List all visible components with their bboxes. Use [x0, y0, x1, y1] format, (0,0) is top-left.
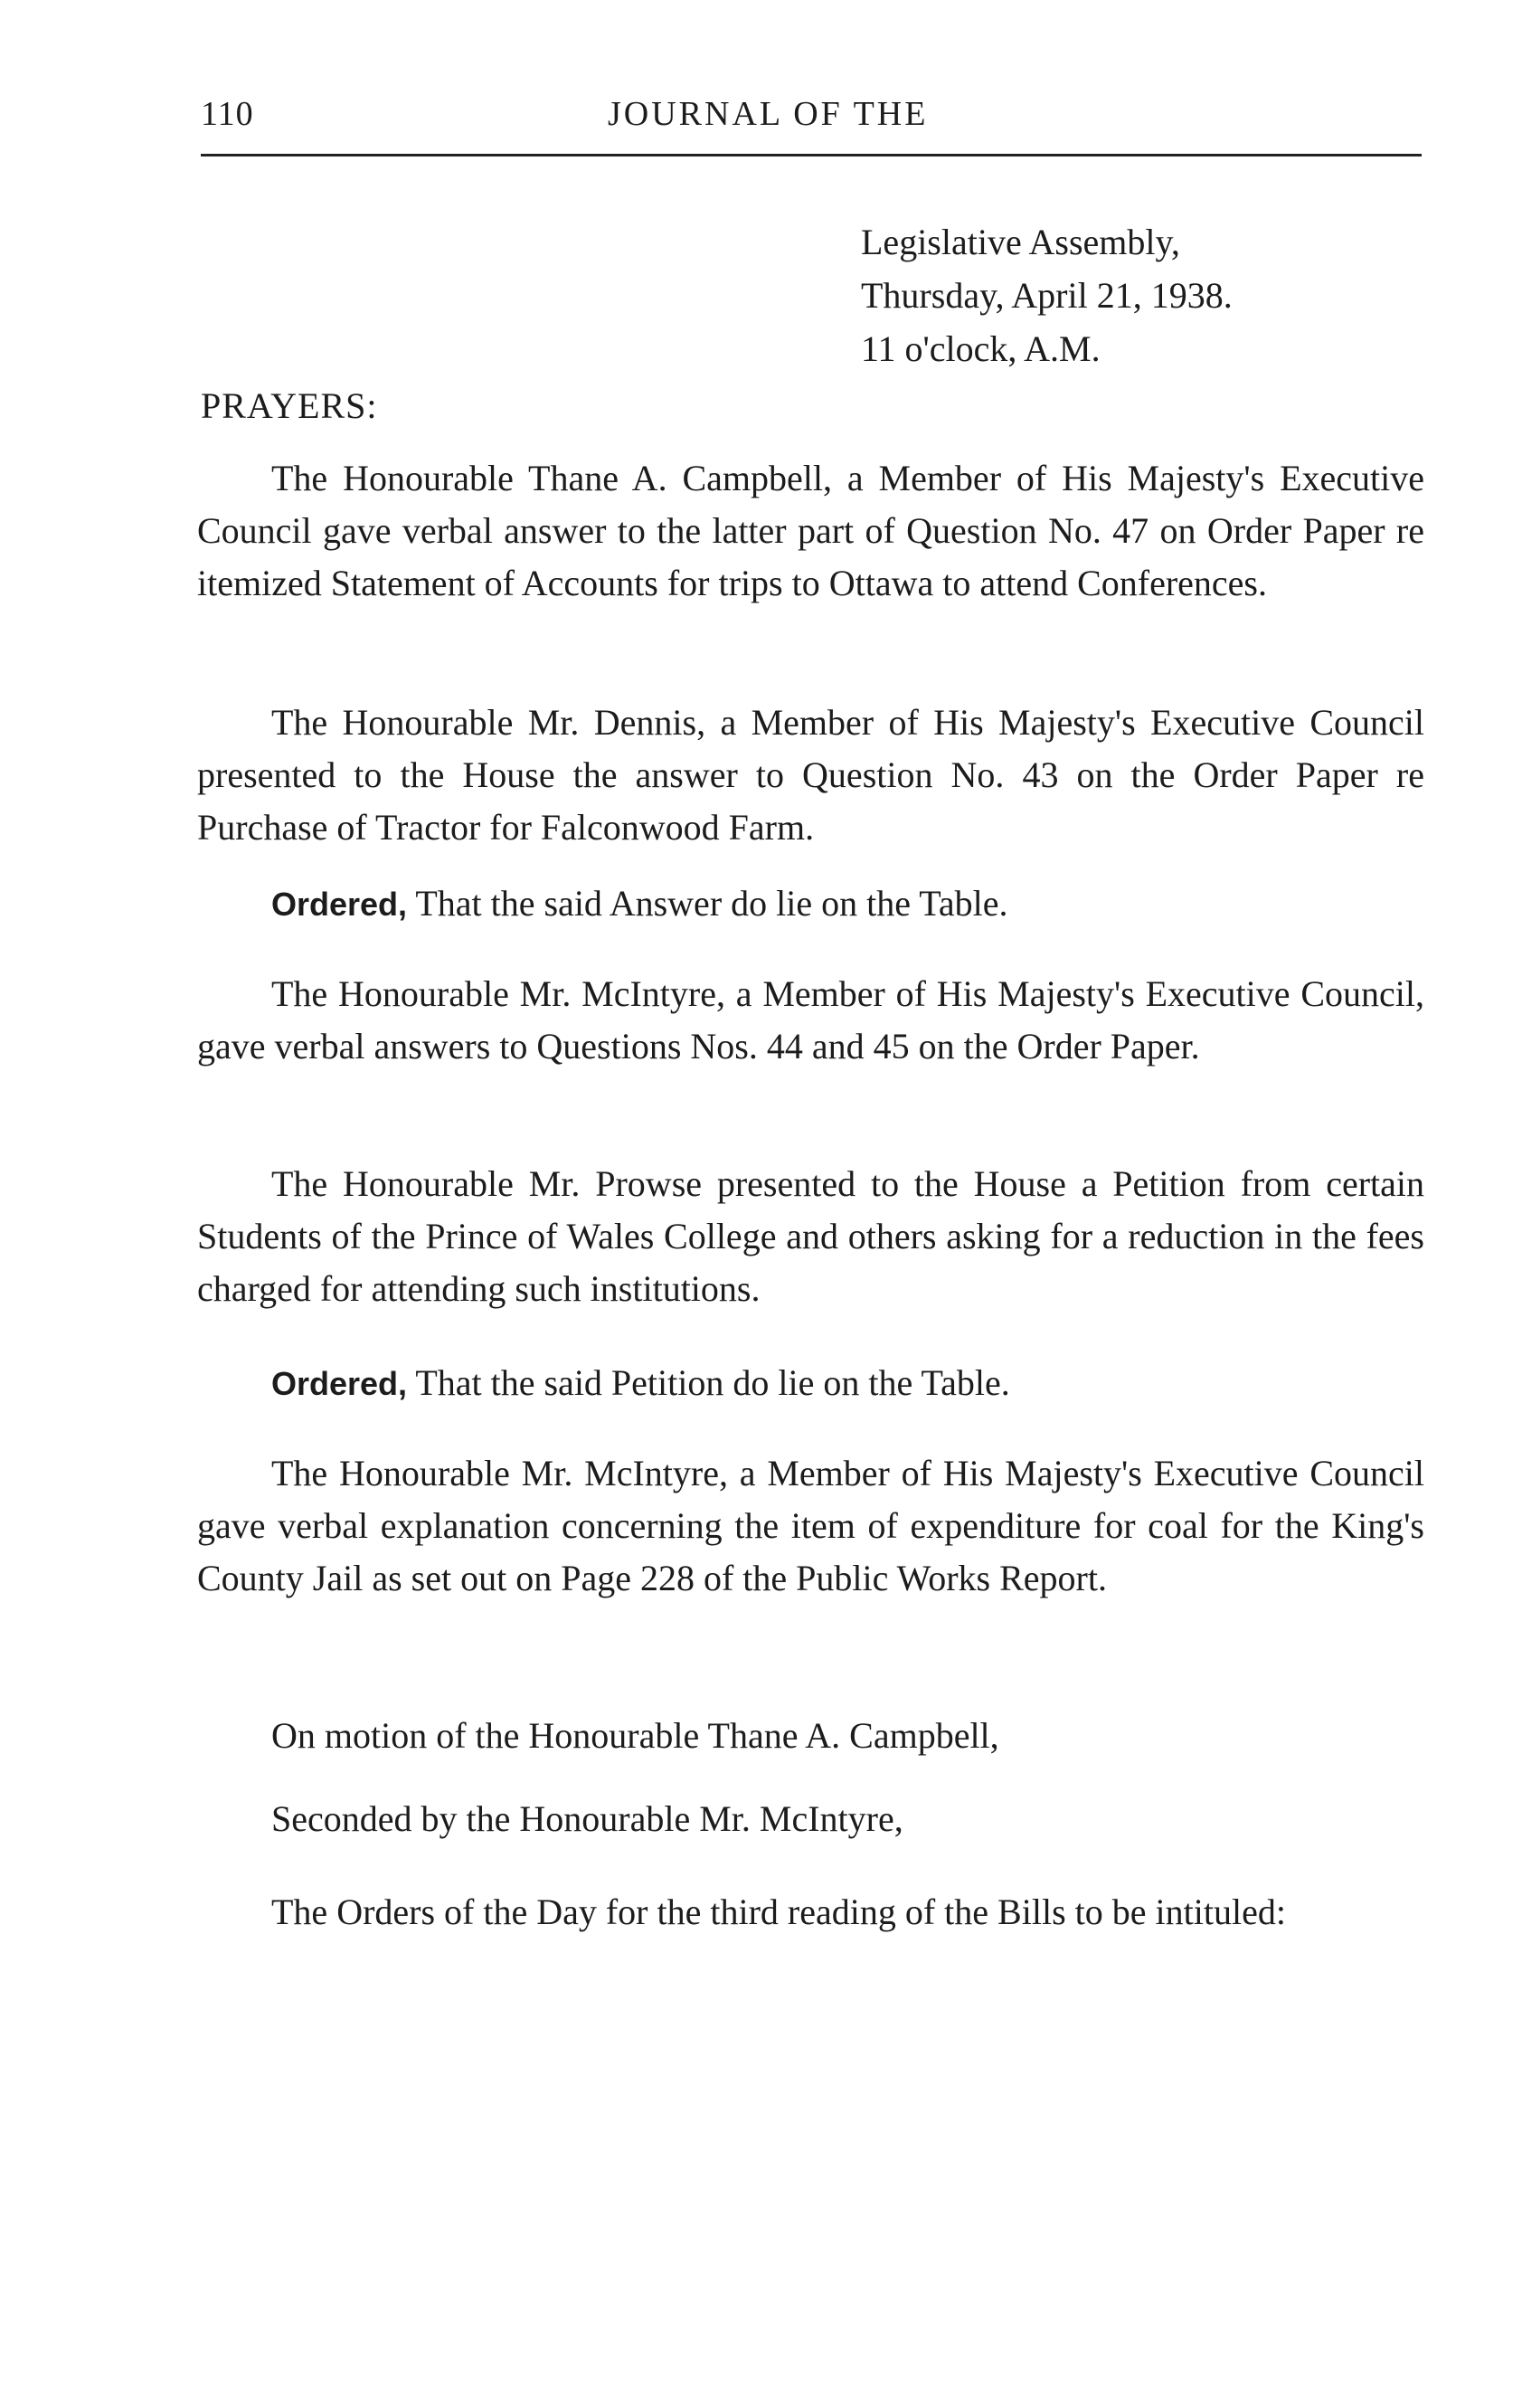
paragraph-ordered-answer [197, 877, 1424, 931]
paragraph-prowse-petition: The Honourable Mr. Prowse presented to the House a Petition from certain Students of the Prince of Wales College and others asking for a reduction in the fees charged for attending such institutions. [197, 1163, 1424, 1309]
page-number: 110 [201, 95, 254, 133]
paragraph-orders-of-day: The Orders of the Day for the third reading of the Bills to be intituled: [271, 1891, 1286, 1932]
ordered-text: That the said Answer do lie on the Table. [407, 883, 1008, 924]
ordered-label: Ordered, [271, 886, 408, 923]
paragraph-seconded: Seconded by the Honourable Mr. McIntyre, [271, 1798, 903, 1839]
header-rule [201, 154, 1422, 156]
paragraph-motion: On motion of the Honourable Thane A. Campbell, [271, 1715, 999, 1756]
prayers-heading: PRAYERS: [201, 385, 378, 426]
dateline-date: Thursday, April 21, 1938. [861, 275, 1233, 316]
dateline-assembly: Legislative Assembly, [861, 222, 1180, 262]
paragraph-mcintyre-answers: The Honourable Mr. McIntyre, a Member of His Majesty's Executive Council, gave verbal answers to Questions Nos. 44 and 45 on the Order Paper. [197, 973, 1424, 1067]
paragraph-dennis-answer: The Honourable Mr. Dennis, a Member of His Majesty's Executive Council presented to the House the answer to Question No. 43 on the Order Paper re Purchase of Tractor for Falconwood Farm. [197, 702, 1424, 848]
dateline-time: 11 o'clock, A.M. [861, 328, 1101, 369]
ordered-text: That the said Petition do lie on the Table. [407, 1362, 1010, 1403]
paragraph-campbell-answer: The Honourable Thane A. Campbell, a Member of His Majesty's Executive Council gave verbal answer to the latter part of Question No. 47 on Order Paper re itemized Statement of Accounts for trips to Ottawa to attend Conferences. [197, 458, 1424, 603]
running-head: JOURNAL OF THE [608, 95, 929, 133]
page-header [201, 87, 1422, 150]
paragraph-mcintyre-explanation: The Honourable Mr. McIntyre, a Member of His Majesty's Executive Council gave verbal explanation concerning the item of expenditure for coal for the King's County Jail as set out on Page 228 of the Public Works Report. [197, 1453, 1424, 1598]
ordered-label: Ordered, [271, 1365, 408, 1402]
dateline [861, 215, 1233, 375]
paragraph-ordered-petition [197, 1357, 1424, 1410]
